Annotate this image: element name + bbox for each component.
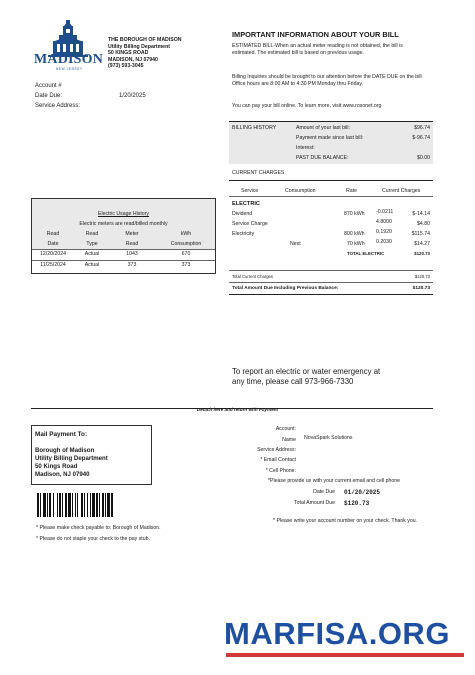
important-para-1: ESTIMATED BILL-When an actual meter reading is not obtained, the bill is estimated. The estimated bill is based on previous usage. [232, 43, 403, 56]
stub-service-address-label: Service Address: [257, 447, 296, 453]
important-title: IMPORTANT INFORMATION ABOUT YOUR BILL [232, 30, 399, 39]
mail-payment-box [31, 425, 152, 485]
stub-provide-note: *Please provide us with your current email and cell phone [268, 478, 401, 484]
cc-line-2-charge: $115.74 [411, 231, 430, 237]
uh-head1-1: Read [85, 231, 99, 237]
billing-history-divider [229, 121, 433, 122]
mail-payment-line-2: Utility Billing Department [35, 455, 108, 462]
barcode-bar [92, 493, 95, 517]
barcode-bar [65, 493, 67, 517]
sender-line-3: 50 KINGS ROAD [108, 50, 149, 56]
detach-text: Detach here and return with Payment [196, 407, 279, 412]
cc-col-rate: Rate [346, 188, 357, 194]
mail-payment-title: Mail Payment To: [35, 431, 88, 438]
barcode-bar [84, 493, 85, 517]
date-due-value: 1/20/2025 [119, 93, 146, 99]
cc-line-2-usage: 800 kWh [344, 231, 365, 237]
watermark-text: MARFISA.ORG [224, 616, 450, 651]
uh-row-0-read: 1043 [126, 251, 138, 257]
uh-row-1-date: 11/25/2024 [40, 262, 66, 268]
barcode-bar [111, 493, 113, 517]
barcode-bar [57, 493, 58, 517]
barcode-bar [40, 493, 41, 517]
sender-line-1: THE BOROUGH OF MADISON [108, 37, 182, 43]
cc-line-0-service: Dividend [232, 211, 253, 217]
uh-head2-2: Read [125, 241, 139, 247]
barcode-bar [107, 493, 110, 517]
watermark [224, 616, 450, 652]
current-charges-divider [229, 180, 433, 181]
uh-row-divider-mid [32, 260, 215, 261]
stub-date-due-label: Date Due [313, 489, 335, 495]
important-para-3: You can pay your bill online. To learn more, visit www.rosonet.org [232, 103, 382, 109]
account-label: Account # [35, 83, 62, 89]
cc-col-consumption: Consumption [285, 188, 316, 194]
bh-row-label-0: Amount of your last bill: [296, 125, 350, 131]
total-current-value: $120.73 [414, 274, 430, 279]
barcode-graphic [37, 493, 141, 517]
important-para-2: Billing Inquiries should be brought to our attention before the DATE DUE on the bill Office hours are 8:00 AM to 4:30 PM Monday thru Friday. [232, 74, 422, 87]
barcode-bar [72, 493, 73, 517]
stub-cell-label: * Cell Phone: [265, 468, 296, 474]
mail-payment-line-3: 50 Kings Road [35, 463, 78, 470]
barcode-bar [62, 493, 63, 517]
total-due-divider-bottom [229, 294, 433, 295]
cc-col-service: Service [241, 188, 259, 194]
stub-email-label: * Email Contact [260, 457, 296, 463]
cc-line-3-charge: $14.27 [414, 241, 430, 247]
uh-row-0-kwh: 670 [181, 251, 191, 257]
bh-row-label-2: Interest: [296, 145, 315, 151]
sender-line-5: (973) 593-3045 [108, 63, 144, 69]
uh-row-divider-top [32, 249, 215, 250]
barcode-bar [96, 493, 98, 517]
cc-line-1-service: Service Charge [232, 221, 268, 227]
bh-row-value-1: $-96.74 [412, 135, 430, 141]
barcode-bar [49, 493, 51, 517]
barcode-bar [77, 493, 78, 517]
cc-line-1-charge: $4.80 [417, 221, 430, 227]
uh-row-0-date: 12/20/2024 [40, 251, 66, 257]
cc-line-0-usage: 870 kWh [344, 211, 365, 217]
barcode-bar [102, 493, 104, 517]
date-due-label: Date Due: [35, 93, 63, 99]
bh-row-value-0: $96.74 [414, 125, 430, 131]
cc-col-current-charges: Current Charges [382, 188, 421, 194]
uh-head1-3: kWh [180, 231, 192, 237]
mail-payment-line-4: Madison, NJ 07940 [35, 471, 90, 478]
uh-row-1-read: 373 [127, 262, 137, 268]
cc-header-underline [229, 196, 433, 197]
usage-history-title: Electric Usage History [97, 211, 150, 217]
note-1: * Please make check payable to: Borough of Madison. [36, 525, 161, 531]
bh-row-value-3: $0.00 [417, 155, 430, 161]
barcode-bar [81, 493, 83, 517]
billing-history-box [229, 121, 433, 164]
total-electric-value: $120.73 [414, 251, 430, 256]
barcode-bar [105, 493, 106, 517]
uh-head2-3: Consumption [170, 241, 202, 247]
bh-row-label-3: PAST DUE BALANCE: [296, 155, 349, 161]
barcode-bar [87, 493, 88, 517]
total-due-divider-top [229, 282, 433, 283]
uh-head1-0: Read [46, 231, 60, 237]
uh-row-1-kwh: 373 [181, 262, 191, 268]
uh-row-1-type: Actual [84, 262, 100, 268]
total-current-label: Total Current Charges [232, 274, 273, 279]
emergency-line-1: To report an electric or water emergency at [232, 367, 381, 376]
barcode-bar [47, 493, 48, 517]
barcode-bar [68, 493, 71, 517]
barcode-bar [90, 493, 91, 517]
cc-line-1-rate: 4.8000 [376, 219, 392, 225]
barcode-bar [59, 493, 61, 517]
logo-sub: NEW JERSEY [56, 67, 83, 71]
sender-line-2: Utility Billing Department [108, 43, 170, 50]
mail-payment-line-1: Borough of Madison [35, 447, 95, 454]
uh-row-0-type: Actual [84, 251, 100, 257]
cc-line-2-rate: 0.1920 [376, 229, 392, 235]
uh-head2-1: Type [86, 241, 98, 247]
barcode-bar [75, 493, 76, 517]
total-due-label: Total Amount Due Including Previous Balance: [232, 286, 339, 291]
current-charges-heading: CURRENT CHARGES [232, 170, 285, 176]
total-due-value: $120.73 [412, 286, 430, 291]
barcode-bar [53, 493, 54, 517]
stub-account-label: Account: [275, 426, 296, 432]
cc-section-electric: ELECTRIC [232, 201, 260, 207]
total-current-divider [229, 270, 433, 271]
uh-head1-2: Meter [125, 231, 139, 237]
cc-line-0-rate: -0.0211 [376, 209, 394, 215]
uh-head2-0: Date [47, 241, 59, 247]
barcode-bar [43, 493, 46, 517]
usage-history-rows [31, 249, 216, 274]
stub-total-label: Total Amount Due [294, 500, 335, 506]
total-electric-label: TOTAL ELECTRIC [347, 251, 385, 256]
cc-line-3-usage: 70 kWh [347, 241, 365, 247]
usage-history-subtitle: Electric meters are read/billed monthly [79, 221, 168, 227]
service-address-label: Service Address: [35, 103, 81, 109]
stub-write-note: * Please write your account number on your check. Thank you. [273, 518, 418, 524]
sender-address [108, 37, 182, 70]
sender-line-4: MADISON, NJ 07940 [108, 56, 158, 63]
cc-line-2-service: Electricity [232, 231, 255, 237]
barcode [37, 493, 141, 517]
stub-name-value: NovaSpark Solutions [304, 435, 353, 441]
barcode-bar [37, 493, 39, 517]
cc-line-3-rate: 0.2030 [376, 239, 392, 245]
stub-total-value: $120.73 [344, 500, 370, 507]
emergency-line-2: any time, please call 973-966-7330 [232, 377, 354, 386]
note-2: * Please do not staple your check to the pay stub. [36, 536, 150, 542]
logo-word: MADISON [34, 52, 104, 67]
stub-date-due-value: 01/20/2025 [344, 489, 381, 496]
stub-name-label: Name [282, 437, 296, 443]
bh-row-label-1: Payment made since last bill: [296, 135, 364, 141]
billing-history-heading: BILLING HISTORY [232, 125, 277, 131]
barcode-bar [99, 493, 100, 517]
watermark-underline [226, 653, 464, 657]
cc-line-3-consumption: Next [290, 241, 301, 247]
cc-line-0-charge: $-14.14 [412, 211, 430, 217]
